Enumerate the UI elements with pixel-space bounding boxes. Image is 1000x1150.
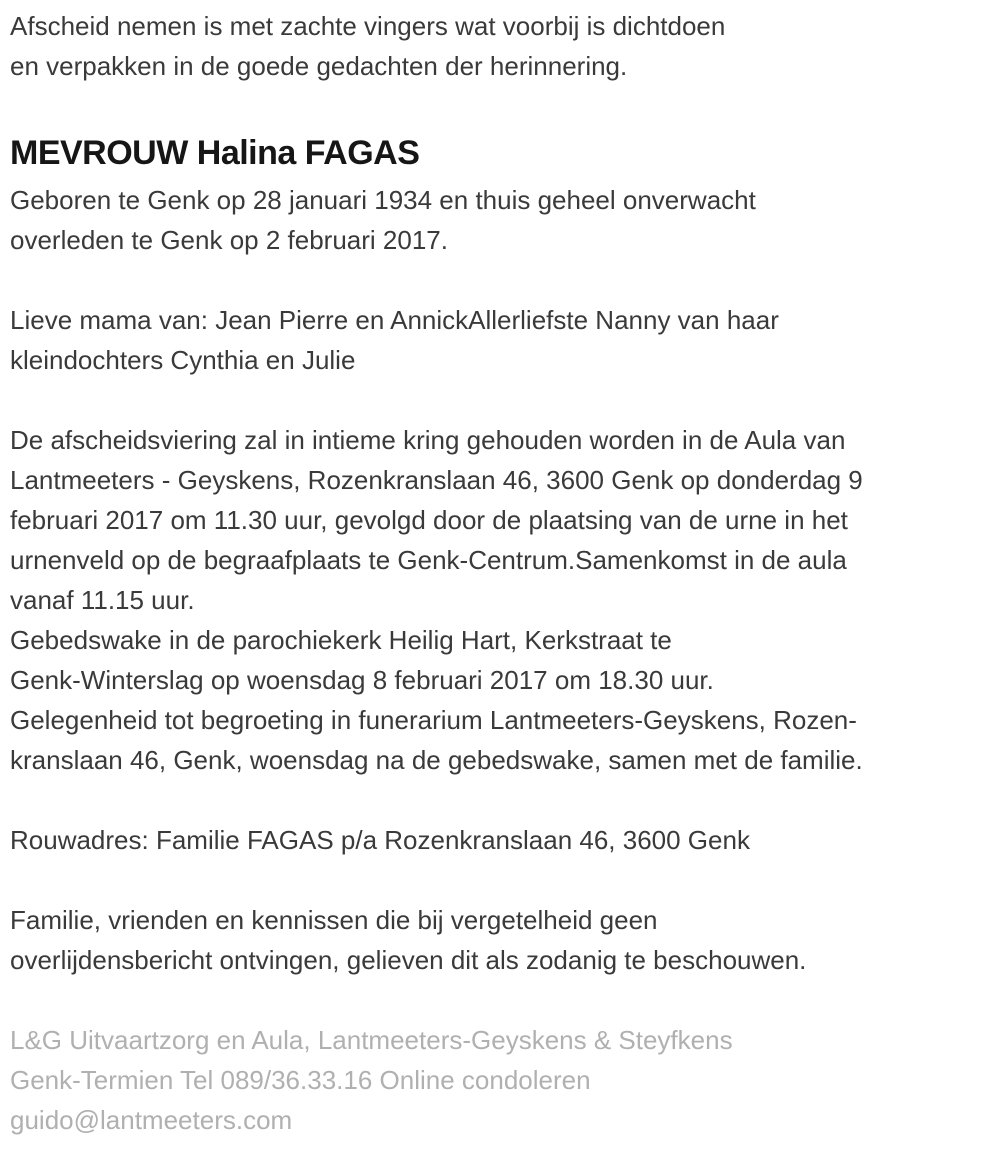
services-line-6: Gebedswake in de parochiekerk Heilig Hart, Kerkstraat te: [10, 625, 672, 655]
opening-quote-line-1: Afscheid nemen is met zachte vingers wat voorbij is dichtdoen: [10, 11, 726, 41]
funeral-home-footer: [10, 1020, 990, 1140]
opening-quote-line-2: en verpakken in de goede gedachten der herinnering.: [10, 51, 628, 81]
opening-quote: [10, 6, 990, 86]
birth-death-paragraph: [10, 180, 990, 260]
notice-paragraph: [10, 900, 990, 980]
funeral-home-line-1: L&G Uitvaartzorg en Aula, Lantmeeters-Geyskens & Steyfkens: [10, 1025, 733, 1055]
notice-line-1: Familie, vrienden en kennissen die bij vergetelheid geen: [10, 905, 658, 935]
mourning-address-line: Rouwadres: Familie FAGAS p/a Rozenkranslaan 46, 3600 Genk: [10, 825, 750, 855]
birth-death-line-1: Geboren te Genk op 28 januari 1934 en thuis geheel onverwacht: [10, 185, 756, 215]
funeral-home-email: guido@lantmeeters.com: [10, 1105, 293, 1135]
family-line-2: kleindochters Cynthia en Julie: [10, 345, 356, 375]
services-line-1: De afscheidsviering zal in intieme kring gehouden worden in de Aula van: [10, 425, 846, 455]
family-line-1: Lieve mama van: Jean Pierre en AnnickAllerliefste Nanny van haar: [10, 305, 779, 335]
deceased-name-heading: MEVROUW Halina FAGAS: [10, 134, 420, 172]
birth-death-line-2: overleden te Genk op 2 februari 2017.: [10, 225, 448, 255]
services-line-4: urnenveld op de begraafplaats te Genk-Centrum.Samenkomst in de aula: [10, 545, 847, 575]
services-line-8: Gelegenheid tot begroeting in funerarium Lantmeeters-Geyskens, Rozen-: [10, 705, 857, 735]
services-line-5: vanaf 11.15 uur.: [10, 585, 195, 615]
family-paragraph: [10, 300, 990, 380]
services-paragraph: [10, 420, 990, 780]
mourning-address: [10, 820, 990, 860]
funeral-home-line-2: Genk-Termien Tel 089/36.33.16 Online condoleren: [10, 1065, 591, 1095]
services-line-7: Genk-Winterslag op woensdag 8 februari 2017 om 18.30 uur.: [10, 665, 714, 695]
services-line-9: kranslaan 46, Genk, woensdag na de gebedswake, samen met de familie.: [10, 745, 863, 775]
services-line-3: februari 2017 om 11.30 uur, gevolgd door de plaatsing van de urne in het: [10, 505, 848, 535]
notice-line-2: overlijdensbericht ontvingen, gelieven dit als zodanig te beschouwen.: [10, 945, 807, 975]
services-line-2: Lantmeeters - Geyskens, Rozenkranslaan 46, 3600 Genk op donderdag 9: [10, 465, 863, 495]
